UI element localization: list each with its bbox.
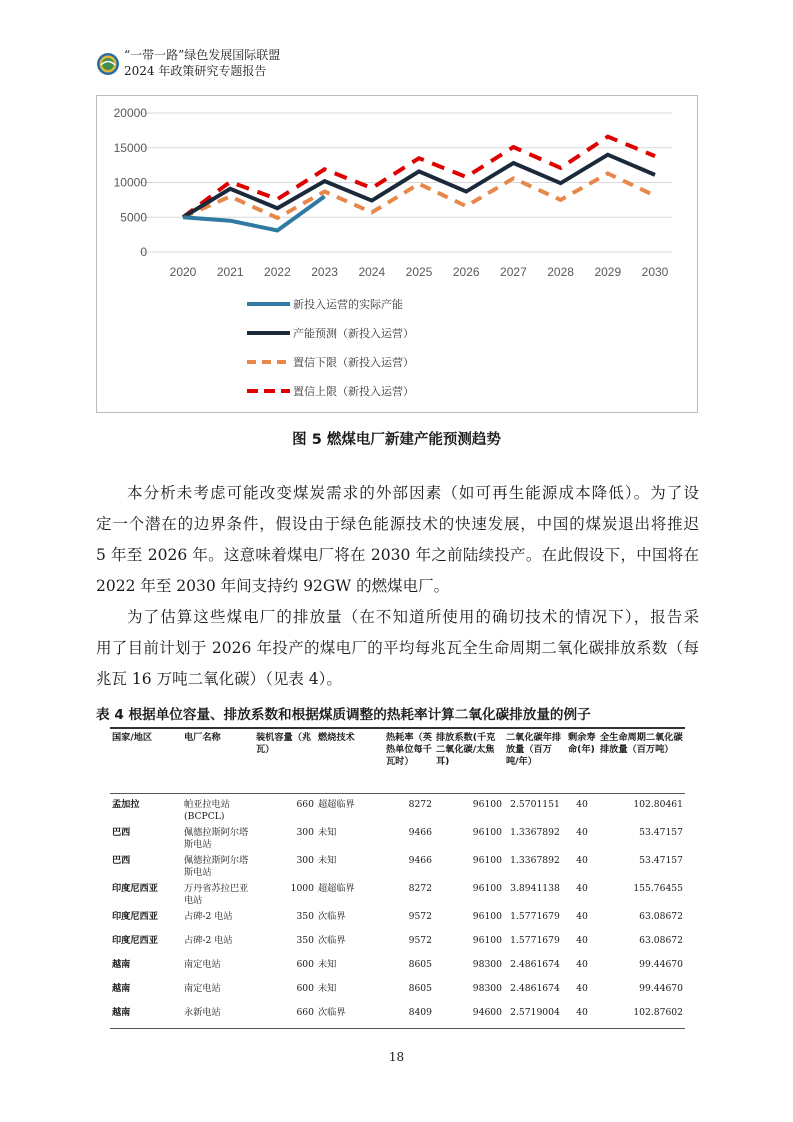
series-line xyxy=(183,173,655,217)
table-cell: 63.08672 xyxy=(639,934,683,946)
x-tick-label: 2027 xyxy=(500,265,527,279)
table-cell: 8272 xyxy=(408,798,432,810)
table-row xyxy=(110,853,685,881)
table-cell: 40 xyxy=(576,798,588,810)
table-cell: 40 xyxy=(576,882,588,894)
legend-label: 新投入运营的实际产能 xyxy=(293,298,403,311)
table-cell: 53.47157 xyxy=(639,854,683,866)
x-tick-label: 2025 xyxy=(405,265,433,279)
paragraph-line: 2022 年至 2030 年间支持约 92GW 的燃煤电厂。 xyxy=(96,577,450,595)
table-row xyxy=(110,825,685,853)
paragraph-line: 为了估算这些煤电厂的排放量（在不知道所使用的确切技术的情况下），报告采 xyxy=(127,608,699,626)
table-cell: 越南 xyxy=(112,958,131,970)
table-cell: 佩德拉斯阿尔塔斯电站 xyxy=(184,826,249,850)
table-cell: 3.8941138 xyxy=(510,882,560,894)
table-cell: 越南 xyxy=(110,1005,182,1029)
header-report-title: 2024 年政策研究专题报告 xyxy=(124,64,267,78)
table-cell: 53.47157 xyxy=(639,826,683,838)
table-cell: 9572 xyxy=(408,934,432,946)
table-cell: 99.44670 xyxy=(639,958,683,970)
table-cell: 超超临界 xyxy=(318,882,355,894)
table-cell: 63.08672 xyxy=(639,910,683,922)
table-cell: 40 xyxy=(576,982,588,994)
table-cell: 1.3367892 xyxy=(510,826,560,838)
table-cell: 2.4861674 xyxy=(510,982,560,994)
line-chart xyxy=(97,96,699,414)
paragraph-line: 兆瓦 16 万吨二氧化碳）（见表 4）。 xyxy=(96,670,342,688)
table-cell: 350 xyxy=(296,910,314,922)
table-cell: 8409 xyxy=(384,1005,434,1029)
table-cell: 98300 xyxy=(472,958,502,970)
table-cell: 300 xyxy=(296,854,314,866)
table-cell: 94600 xyxy=(434,1005,504,1029)
table-cell: 660 xyxy=(296,798,314,810)
table-cell: 660 xyxy=(254,1005,316,1029)
table-row xyxy=(110,793,685,825)
table-cell: 巴西 xyxy=(112,826,131,838)
paragraph-line: 定一个潜在的边界条件，假设由于绿色能源技术的快速发展，中国的煤炭退出将推迟 xyxy=(96,515,699,533)
figure-caption: 图 5 燃煤电厂新建产能预测趋势 xyxy=(292,432,501,448)
column-header: 排放系数(千克二氧化碳/太焦耳) xyxy=(434,728,504,793)
table-row xyxy=(110,881,685,909)
table-cell: 帕亚拉电站(BCPCL) xyxy=(184,798,230,822)
table-cell: 未知 xyxy=(318,958,337,970)
table-cell: 佩德拉斯阿尔塔斯电站 xyxy=(184,854,249,878)
legend-label: 置信下限（新投入运营） xyxy=(293,356,414,369)
x-tick-label: 2030 xyxy=(641,265,669,279)
table-cell: 未知 xyxy=(318,854,337,866)
column-header: 电厂名称 xyxy=(182,728,254,793)
table-cell: 40 xyxy=(576,934,588,946)
table-cell: 未知 xyxy=(318,982,337,994)
table-row xyxy=(110,909,685,933)
table-row xyxy=(110,1005,685,1029)
paragraph-line: 本分析未考虑可能改变煤炭需求的外部因素（如可再生能源成本降低）。为了设 xyxy=(127,484,699,502)
table-header-row xyxy=(110,728,685,793)
table-cell: 次临界 xyxy=(318,910,346,922)
table-cell: 600 xyxy=(296,982,314,994)
paragraph-line: 5 年至 2026 年。这意味着煤电厂将在 2030 年之前陆续投产。在此假设下，中国将在 xyxy=(96,546,699,564)
column-header: 剩余寿命(年) xyxy=(566,728,598,793)
report-header xyxy=(96,46,596,82)
table-cell: 万丹省苏拉巴亚电站 xyxy=(184,882,249,906)
y-tick-label: 20000 xyxy=(113,106,147,120)
y-tick-label: 5000 xyxy=(120,210,147,225)
table-cell: 2.4861674 xyxy=(510,958,560,970)
x-tick-label: 2024 xyxy=(358,265,386,279)
table-cell: 96100 xyxy=(472,826,502,838)
table-body xyxy=(110,793,685,1029)
table-cell: 1.5771679 xyxy=(510,910,560,922)
table-cell: 印度尼西亚 xyxy=(112,910,158,922)
x-tick-label: 2022 xyxy=(264,265,291,279)
x-tick-label: 2026 xyxy=(452,265,480,279)
table-cell: 102.87602 xyxy=(598,1005,685,1029)
table-cell: 99.44670 xyxy=(639,982,683,994)
table-cell: 占碑-2 电站 xyxy=(184,910,233,922)
body-paragraph-2 xyxy=(96,602,699,695)
alliance-logo-icon xyxy=(96,52,120,76)
table-cell: 9466 xyxy=(408,826,432,838)
table-cell: 600 xyxy=(296,958,314,970)
emissions-table xyxy=(110,727,685,1029)
table-cell: 次临界 xyxy=(318,934,346,946)
table-cell: 96100 xyxy=(472,910,502,922)
table-cell: 次临界 xyxy=(316,1005,384,1029)
table-cell: 占碑-2 电站 xyxy=(184,934,233,946)
column-header: 二氧化碳年排放量（百万吨/年） xyxy=(504,728,566,793)
table-cell: 8272 xyxy=(408,882,432,894)
x-tick-label: 2029 xyxy=(594,265,622,279)
x-tick-label: 2023 xyxy=(311,265,338,279)
legend-label: 产能预测（新投入运营） xyxy=(293,327,414,340)
table-cell: 102.80461 xyxy=(633,798,683,810)
table-row xyxy=(110,933,685,957)
table-cell: 1.5771679 xyxy=(510,934,560,946)
table-cell: 南定电站 xyxy=(184,982,221,994)
table-cell: 96100 xyxy=(472,882,502,894)
body-paragraph-1 xyxy=(96,478,699,602)
table-cell: 98300 xyxy=(472,982,502,994)
table-cell: 巴西 xyxy=(112,854,131,866)
table-cell: 永新电站 xyxy=(182,1005,254,1029)
table-cell: 40 xyxy=(566,1005,598,1029)
y-tick-label: 15000 xyxy=(113,140,147,155)
table-cell: 印度尼西亚 xyxy=(112,934,158,946)
table-cell: 9466 xyxy=(408,854,432,866)
table-cell: 未知 xyxy=(318,826,337,838)
table-title: 表 4 根据单位容量、排放系数和根据煤质调整的热耗率计算二氧化碳排放量的例子 xyxy=(96,707,591,723)
table-cell: 96100 xyxy=(472,854,502,866)
page-number: 18 xyxy=(388,1050,405,1064)
legend-label: 置信上限（新投入运营） xyxy=(293,385,414,398)
table-cell: 越南 xyxy=(112,982,131,994)
table-cell: 南定电站 xyxy=(184,958,221,970)
table-cell: 40 xyxy=(576,958,588,970)
x-tick-label: 2021 xyxy=(216,265,244,279)
table-cell: 1000 xyxy=(290,882,314,894)
table-cell: 350 xyxy=(296,934,314,946)
table-cell: 155.76455 xyxy=(633,882,683,894)
column-header: 热耗率（英热单位每千瓦时） xyxy=(384,728,434,793)
table-row xyxy=(110,981,685,1005)
paragraph-line: 用了目前计划于 2026 年投产的煤电厂的平均每兆瓦全生命周期二氧化碳排放系数（每 xyxy=(96,639,699,657)
table-cell: 40 xyxy=(576,826,588,838)
table-cell: 96100 xyxy=(472,798,502,810)
y-tick-label: 10000 xyxy=(113,175,147,190)
table-cell: 300 xyxy=(296,826,314,838)
table-cell: 9572 xyxy=(408,910,432,922)
header-alliance-name: “一带一路”绿色发展国际联盟 xyxy=(124,48,281,62)
table-cell: 孟加拉 xyxy=(112,798,140,810)
table-cell: 96100 xyxy=(472,934,502,946)
x-tick-label: 2020 xyxy=(169,265,197,279)
figure-chart-frame xyxy=(96,95,698,413)
y-tick-label: 0 xyxy=(140,245,147,259)
table-cell: 40 xyxy=(576,854,588,866)
column-header: 燃烧技术 xyxy=(316,728,384,793)
table-cell: 2.5719004 xyxy=(504,1005,566,1029)
table-cell: 8605 xyxy=(408,958,432,970)
column-header: 国家/地区 xyxy=(110,728,182,793)
column-header: 全生命周期二氧化碳排放量（百万吨） xyxy=(598,728,685,793)
column-header: 装机容量（兆瓦） xyxy=(254,728,316,793)
table-cell: 1.3367892 xyxy=(510,854,560,866)
table-row xyxy=(110,957,685,981)
x-tick-label: 2028 xyxy=(547,265,574,279)
table-cell: 超超临界 xyxy=(318,798,355,810)
table-cell: 40 xyxy=(576,910,588,922)
table-cell: 印度尼西亚 xyxy=(112,882,158,894)
table-cell: 2.5701151 xyxy=(510,798,560,810)
table-cell: 8605 xyxy=(408,982,432,994)
